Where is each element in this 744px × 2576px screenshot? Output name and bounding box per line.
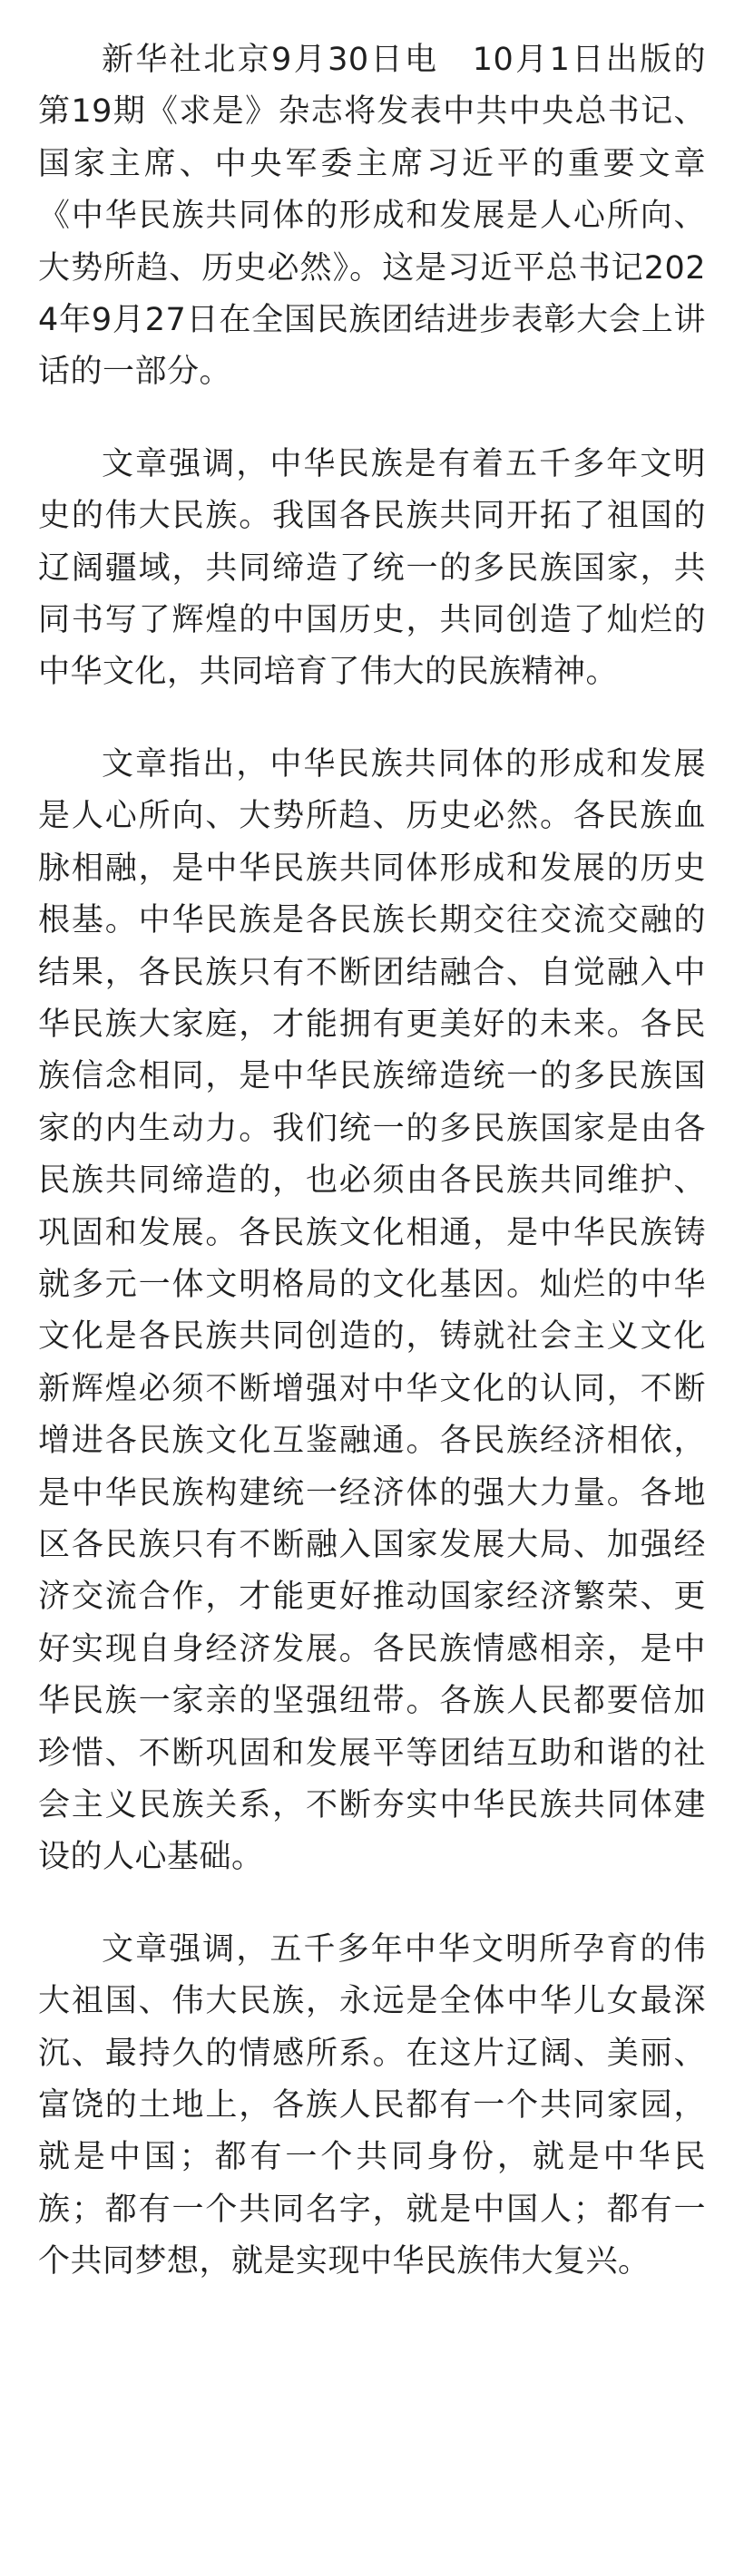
article-paragraph-community: 文章指出，中华民族共同体的形成和发展是人心所向、大势所趋、历史必然。各民族血脉相融，是中华民族共同体形成和发展的历史根基。中华民族是各民族长期交往交流交融的结果，各民族只有不断团结融合、自觉融入中华民族大家庭，才能拥有更美好的未来。各民族信念相同，是中华民族缔造统一的多民族国家的内生动力。我们统一的多民族国家是由各民族共同缔造的，也必须由各民族共同维护、巩固和发展。各民族文化相通，是中华民族铸就多元一体文明格局的文化基因。灿烂的中华文化是各民族共同创造的，铸就社会主义文化新辉煌必须不断增强对中华文化的认同，不断增进各民族文化互鉴融通。各民族经济相依，是中华民族构建统一经济体的强大力量。各地区各民族只有不断融入国家发展大局、加强经济交流合作，才能更好推动国家经济繁荣、更好实现自身经济发展。各民族情感相亲，是中华民族一家亲的坚强纽带。各族人民都要倍加珍惜、不断巩固和发展平等团结互助和谐的社会主义民族关系，不断夯实中华民族共同体建设的人心基础。 [38, 745, 706, 1876]
article-paragraph-homeland: 文章强调，五千多年中华文明所孕育的伟大祖国、伟大民族，永远是全体中华儿女最深沉、最持久的情感所系。在这片辽阔、美丽、富饶的土地上，各族人民都有一个共同家园，就是中国；都有一个共同身份，就是中华民族；都有一个共同名字，就是中国人；都有一个共同梦想，就是实现中华民族伟大复兴。 [38, 1930, 706, 2280]
article-paragraph-dateline: 新华社北京9月30日电 10月1日出版的第19期《求是》杂志将发表中共中央总书记、国家主席、中央军委主席习近平的重要文章《中华民族共同体的形成和发展是人心所向、大势所趋、历史必然》。这是习近平总书记2024年9月27日在全国民族团结进步表彰大会上讲话的一部分。 [38, 42, 706, 391]
article-paragraph-emphasis: 文章强调，中华民族是有着五千多年文明史的伟大民族。我国各民族共同开拓了祖国的辽阔疆域，共同缔造了统一的多民族国家，共同书写了辉煌的中国历史，共同创造了灿烂的中华文化，共同培育了伟大的民族精神。 [38, 445, 706, 691]
